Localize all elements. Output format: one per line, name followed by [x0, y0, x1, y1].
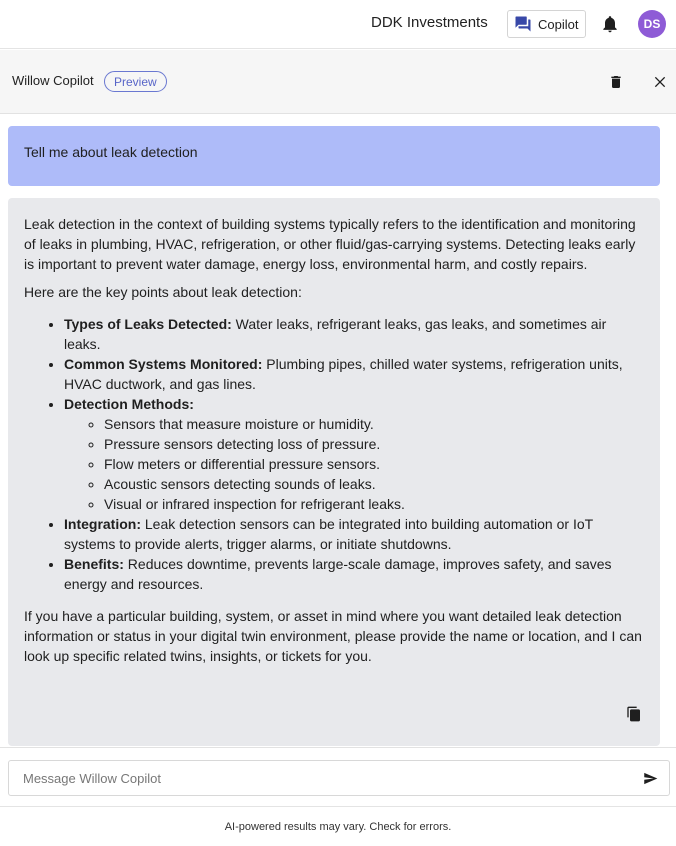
organization-name: DDK Investments — [371, 14, 488, 31]
key-points-list — [24, 314, 644, 594]
list-item: • Types of Leaks Detected: Water leaks, refrigerant leaks, gas leaks, and sometimes air leaks. — [64, 314, 644, 354]
copilot-button[interactable] — [507, 10, 586, 38]
user-message: Tell me about leak detection — [8, 126, 660, 186]
top-bar — [0, 0, 676, 49]
copy-icon[interactable] — [626, 706, 642, 722]
list-item: ◦ Visual or infrared inspection for refrigerant leaks. — [104, 494, 644, 514]
copilot-panel-header — [0, 50, 676, 114]
message-input[interactable] — [8, 760, 670, 796]
preview-badge: Preview — [104, 71, 167, 92]
notification-bell-icon[interactable] — [600, 14, 620, 34]
message-input-area — [0, 749, 676, 807]
trash-icon[interactable] — [608, 74, 624, 90]
ai-response — [8, 198, 660, 746]
list-item: ◦ Acoustic sensors detecting sounds of leaks. — [104, 474, 644, 494]
list-item: ◦ Sensors that measure moisture or humidity. — [104, 414, 644, 434]
copilot-button-label: Copilot — [538, 16, 579, 32]
list-item: ◦ Flow meters or differential pressure sensors. — [104, 454, 644, 474]
list-item: • Detection Methods: ◦ Sensors that measure moisture or humidity. ◦ Pressure sensors detecting loss of pressure. ◦ Flow meters or differential pressure sensors. ◦ Acoustic sensors detecting sounds of leaks. ◦ Visual or infrared inspection for refrigerant leaks. — [64, 394, 644, 514]
ai-intro: Leak detection in the context of building systems typically refers to the identification and monitoring of leaks in plumbing, HVAC, refrigeration, or other fluid/gas-carrying systems. Detecting leaks early is important to prevent water damage, energy loss, environmental harm, and costly repairs. — [24, 216, 636, 272]
chat-icon — [514, 15, 532, 33]
chat-area — [0, 114, 676, 748]
close-icon[interactable] — [652, 74, 668, 90]
detection-methods-list — [64, 414, 644, 514]
list-item: ◦ Pressure sensors detecting loss of pressure. — [104, 434, 644, 454]
send-icon[interactable] — [643, 771, 658, 786]
list-item: • Benefits: Reduces downtime, prevents large-scale damage, improves safety, and saves energy and resources. — [64, 554, 644, 594]
list-item: • Integration: Leak detection sensors can be integrated into building automation or IoT systems to provide alerts, trigger alarms, or initiate shutdowns. — [64, 514, 644, 554]
ai-disclaimer: AI-powered results may vary. Check for errors. — [224, 821, 452, 833]
panel-title: Willow Copilot — [12, 73, 94, 88]
list-item: • Common Systems Monitored: Plumbing pipes, chilled water systems, refrigeration units, HVAC ductwork, and gas lines. — [64, 354, 644, 394]
ai-lead: Here are the key points about leak detection: — [24, 284, 302, 300]
user-avatar[interactable]: DS — [638, 10, 666, 38]
ai-closing: If you have a particular building, system, or asset in mind where you want detailed leak detection information or status in your digital twin environment, please provide the name or location, and I can look up specific related twins, insights, or tickets for you. — [24, 608, 642, 664]
